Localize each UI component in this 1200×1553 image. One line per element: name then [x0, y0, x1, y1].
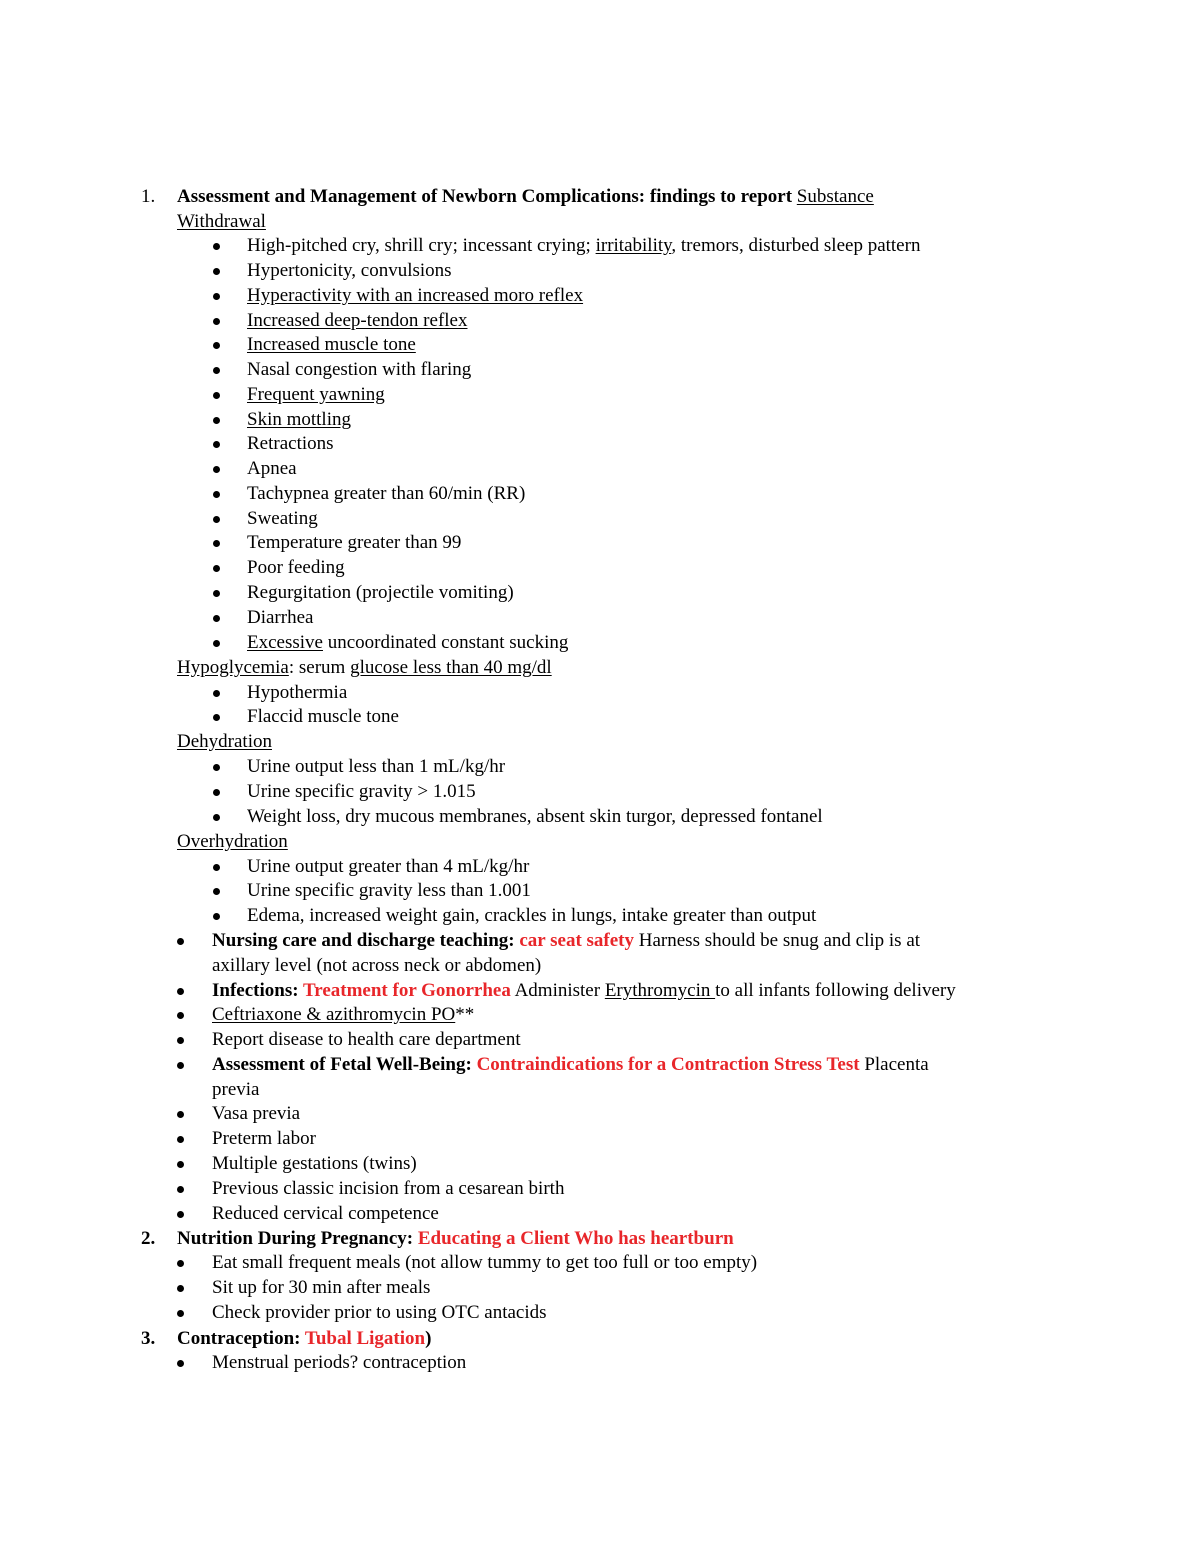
bullet-icon — [177, 1062, 184, 1069]
bullet-icon — [177, 1161, 184, 1168]
list-item: Increased muscle tone — [247, 334, 416, 355]
bullet-icon — [177, 1136, 184, 1143]
withdrawal-line — [177, 210, 266, 234]
list-number-1: 1. — [141, 186, 156, 207]
section-3-heading: Contraception: Tubal Ligation) — [177, 1328, 432, 1349]
bullet-icon — [177, 1360, 184, 1367]
list-item: Frequent yawning — [247, 384, 385, 405]
list-item: Eat small frequent meals (not allow tummy to get too full or too empty) — [212, 1252, 758, 1273]
bullet-icon — [213, 590, 220, 597]
substance-withdrawal-label: Substance — [796, 186, 874, 207]
list-item: Retractions — [247, 433, 334, 454]
bullet-icon — [213, 491, 220, 498]
bullet-icon — [213, 466, 220, 473]
list-item: Skin mottling — [247, 409, 351, 430]
hypoglycemia-heading: Hypoglycemia: serum glucose less than 40 mg/dl — [177, 657, 552, 678]
list-item: Previous classic incision from a cesarean birth — [212, 1178, 565, 1199]
fetal-wellbeing-continuation: previa — [212, 1079, 260, 1100]
list-number-3: 3. — [141, 1328, 156, 1349]
bullet-icon — [213, 318, 220, 325]
section-2-heading: Nutrition During Pregnancy: Educating a Client Who has heartburn — [177, 1228, 734, 1249]
bullet-icon — [213, 441, 220, 448]
bullet-icon — [177, 1310, 184, 1317]
list-item: Edema, increased weight gain, crackles in lungs, intake greater than output — [247, 905, 817, 926]
bullet-icon — [177, 1186, 184, 1193]
overhydration-heading: Overhydration — [177, 831, 288, 852]
list-item: Vasa previa — [212, 1103, 301, 1124]
bullet-icon — [213, 913, 220, 920]
bullet-icon — [177, 1012, 184, 1019]
list-item: Hypothermia — [247, 682, 348, 703]
list-item: Hyperactivity with an increased moro reflex — [247, 285, 584, 306]
list-item: Apnea — [247, 458, 297, 479]
bullet-icon — [213, 367, 220, 374]
list-item: Excessive uncoordinated constant sucking — [247, 632, 569, 653]
bullet-icon — [213, 640, 220, 647]
bullet-icon — [213, 268, 220, 275]
bullet-icon — [213, 392, 220, 399]
nursing-care-continuation: axillary level (not across neck or abdomen) — [212, 955, 542, 976]
bullet-icon — [213, 565, 220, 572]
list-item: Preterm labor — [212, 1128, 316, 1149]
bullet-icon — [213, 615, 220, 622]
list-item: Increased deep-tendon reflex — [247, 310, 468, 331]
list-item: Reduced cervical competence — [212, 1203, 439, 1224]
list-item: Poor feeding — [247, 557, 345, 578]
list-item: Weight loss, dry mucous membranes, absent skin turgor, depressed fontanel — [247, 806, 823, 827]
list-item: Diarrhea — [247, 607, 314, 628]
list-item: Ceftriaxone & azithromycin PO** — [212, 1004, 475, 1025]
bullet-icon — [213, 342, 220, 349]
list-item: Urine specific gravity > 1.015 — [247, 781, 476, 802]
list-item: Multiple gestations (twins) — [212, 1153, 417, 1174]
bullet-icon — [213, 864, 220, 871]
list-number-2: 2. — [141, 1228, 156, 1249]
list-item: Urine specific gravity less than 1.001 — [247, 880, 531, 901]
bullet-icon — [177, 1111, 184, 1118]
list-item: Sit up for 30 min after meals — [212, 1277, 431, 1298]
nursing-care-item: Nursing care and discharge teaching: car seat safety Harness should be snug and clip is at — [212, 930, 921, 951]
bullet-icon — [213, 690, 220, 697]
bullet-icon — [177, 1285, 184, 1292]
dehydration-heading: Dehydration — [177, 731, 272, 752]
list-item: Sweating — [247, 508, 318, 529]
section-1-heading-line — [177, 185, 874, 209]
list-item: Flaccid muscle tone — [247, 706, 399, 727]
bullet-icon — [213, 814, 220, 821]
withdrawal-label: Withdrawal — [177, 211, 266, 232]
list-item: Temperature greater than 99 — [247, 532, 462, 553]
section-1-heading: Assessment and Management of Newborn Complications: findings to report — [177, 186, 793, 207]
bullet-icon — [213, 417, 220, 424]
bullet-icon — [177, 938, 184, 945]
fetal-wellbeing-item: Assessment of Fetal Well-Being: Contraindications for a Contraction Stress Test Placenta — [212, 1054, 929, 1075]
list-item: Hypertonicity, convulsions — [247, 260, 452, 281]
bullet-icon — [213, 789, 220, 796]
list-item: Menstrual periods? contraception — [212, 1352, 467, 1373]
list-item: High-pitched cry, shrill cry; incessant crying; irritability, tremors, disturbed sleep pattern — [247, 235, 921, 256]
list-item: Nasal congestion with flaring — [247, 359, 472, 380]
bullet-icon — [213, 764, 220, 771]
bullet-icon — [177, 988, 184, 995]
bullet-icon — [213, 540, 220, 547]
list-item: Regurgitation (projectile vomiting) — [247, 582, 514, 603]
list-item: Check provider prior to using OTC antacids — [212, 1302, 547, 1323]
bullet-icon — [213, 293, 220, 300]
bullet-icon — [213, 516, 220, 523]
bullet-icon — [177, 1260, 184, 1267]
bullet-icon — [213, 888, 220, 895]
bullet-icon — [177, 1211, 184, 1218]
bullet-icon — [213, 243, 220, 250]
list-item: Urine output less than 1 mL/kg/hr — [247, 756, 506, 777]
bullet-icon — [213, 714, 220, 721]
list-item: Tachypnea greater than 60/min (RR) — [247, 483, 526, 504]
list-item: Urine output greater than 4 mL/kg/hr — [247, 856, 530, 877]
infections-item: Infections: Treatment for Gonorrhea Administer Erythromycin to all infants following delivery — [212, 980, 956, 1001]
bullet-icon — [177, 1037, 184, 1044]
list-item: Report disease to health care department — [212, 1029, 521, 1050]
